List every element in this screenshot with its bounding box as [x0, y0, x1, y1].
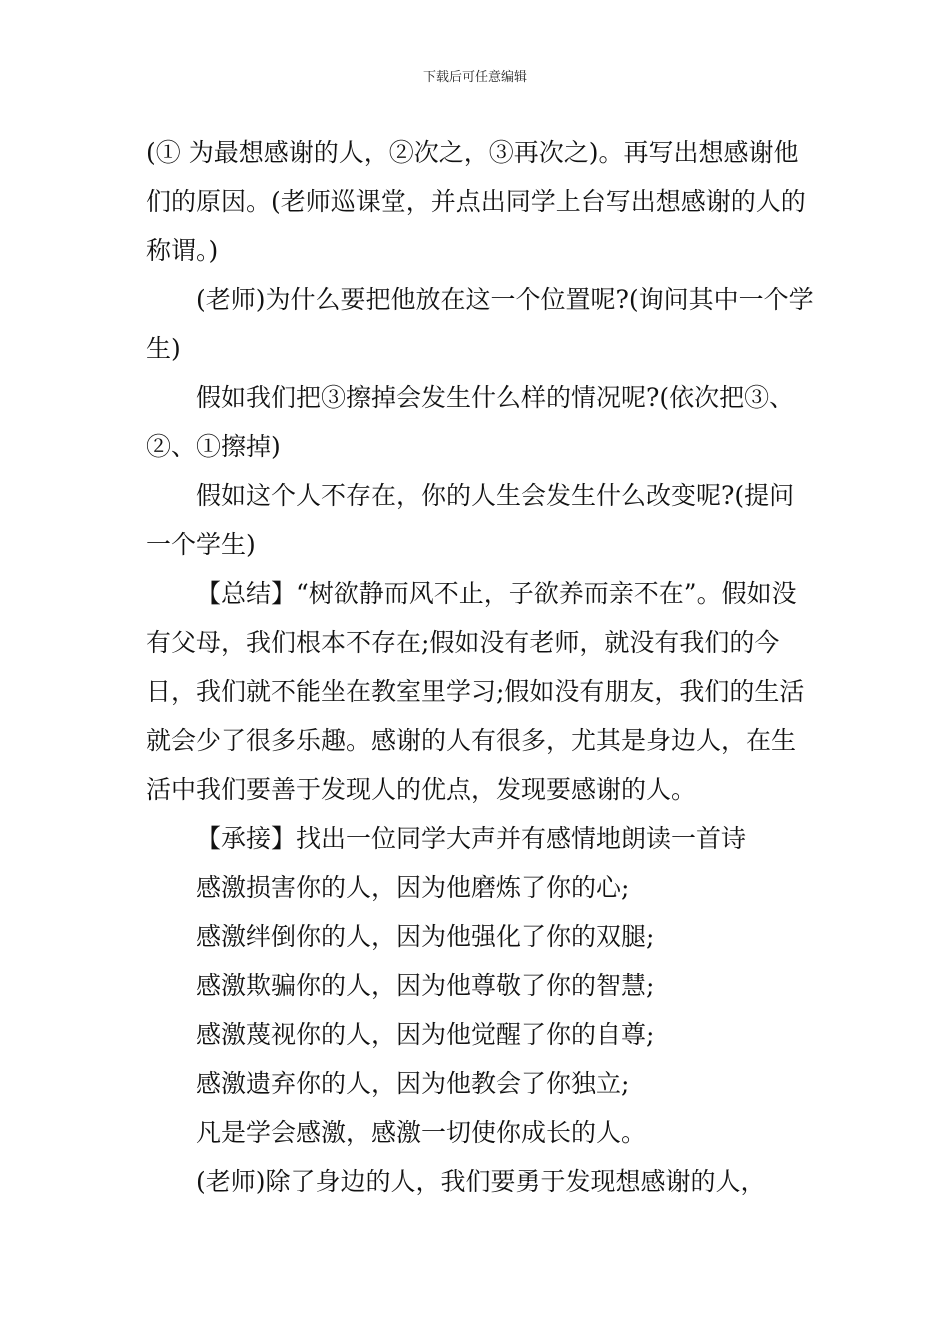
document-body — [146, 128, 814, 1206]
poem-line: 感激欺骗你的人，因为他尊敬了你的智慧; — [196, 971, 655, 1000]
poem-line: 感激损害你的人，因为他磨炼了你的心; — [196, 873, 630, 902]
paragraph-teacher-question: (老师)为什么要把他放在这一个位置呢?(询问其中一个学生) — [146, 285, 814, 363]
poem-line: 感激绊倒你的人，因为他强化了你的双腿; — [196, 922, 655, 951]
paragraph-transition: 【承接】找出一位同学大声并有感情地朗读一首诗 — [196, 824, 747, 853]
poem-line: 凡是学会感激，感激一切使你成长的人。 — [196, 1118, 647, 1147]
page-header: 下载后可任意编辑 — [422, 70, 527, 85]
poem-line: 感激蔑视你的人，因为他觉醒了你的自尊; — [196, 1020, 655, 1049]
paragraph-ranking-instructions: (① 为最想感谢的人，②次之，③再次之)。再写出想感谢他们的原因。(老师巡课堂，并点出同学上台写出想感谢的人的称谓。) — [146, 138, 806, 265]
paragraph-life-change-question: 假如这个人不存在，你的人生会发生什么改变呢?(提问一个学生) — [146, 481, 795, 559]
poem-line: 感激遗弃你的人，因为他教会了你独立; — [196, 1069, 630, 1098]
paragraph-summary: 【总结】“树欲静而风不止，子欲养而亲不在”。假如没有父母，我们根本不存在;假如没有老师，就没有我们的今日，我们就不能坐在教室里学习;假如没有朋友，我们的生活就会少了很多乐趣。感谢的人有很多，尤其是身边人，在生活中我们要善于发现人的优点，发现要感谢的人。 — [146, 579, 805, 804]
paragraph-erase-question: 假如我们把③擦掉会发生什么样的情况呢?(依次把③、②、①擦掉) — [146, 383, 795, 461]
paragraph-closing: (老师)除了身边的人，我们要勇于发现想感谢的人， — [196, 1167, 766, 1196]
